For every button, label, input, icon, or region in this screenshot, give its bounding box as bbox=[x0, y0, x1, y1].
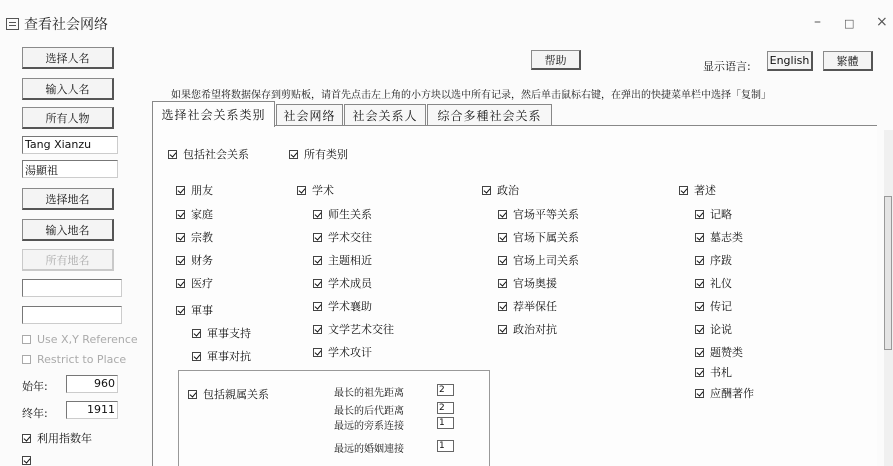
checkbox-icon bbox=[313, 302, 322, 311]
teacher-student-checkbox[interactable]: 师生关系 bbox=[313, 206, 372, 222]
checkbox-icon bbox=[498, 279, 507, 288]
military-support-checkbox[interactable]: 軍事支持 bbox=[192, 325, 251, 341]
max-ancestor-label: 最长的祖先距离 bbox=[334, 388, 404, 399]
input-person-button[interactable]: 输入人名 bbox=[22, 78, 114, 100]
start-year-label: 始年: bbox=[22, 380, 48, 393]
english-button[interactable]: English bbox=[767, 51, 813, 71]
traditional-chinese-button[interactable]: 繁體 bbox=[823, 51, 873, 71]
minimize-icon[interactable]: – bbox=[814, 14, 821, 30]
restore-icon[interactable]: □ bbox=[844, 17, 855, 30]
all-categories-checkbox[interactable]: 所有类别 bbox=[289, 146, 348, 162]
academic-exchange-checkbox[interactable]: 学术交往 bbox=[313, 229, 372, 245]
checkbox-icon bbox=[22, 355, 31, 364]
max-collateral-input[interactable]: 1 bbox=[437, 417, 454, 429]
window-icon bbox=[6, 18, 19, 30]
checkbox-icon bbox=[313, 348, 322, 357]
essay-checkbox[interactable]: 论说 bbox=[695, 321, 732, 337]
scrollbar-thumb[interactable] bbox=[884, 196, 892, 350]
checkbox-icon bbox=[482, 186, 491, 195]
person-name-en-field[interactable]: Tang Xianzu bbox=[22, 136, 118, 154]
literary-exchange-checkbox[interactable]: 文学艺术交往 bbox=[313, 321, 394, 337]
checkbox-icon bbox=[168, 150, 177, 159]
checkbox-icon bbox=[192, 352, 201, 361]
start-year-input[interactable]: 960 bbox=[66, 375, 118, 393]
checkbox-icon bbox=[498, 256, 507, 265]
use-xy-reference-checkbox[interactable]: Use X,Y Reference bbox=[22, 333, 138, 346]
checkbox-icon bbox=[313, 256, 322, 265]
use-index-year-checkbox[interactable]: 利用指数年 bbox=[22, 430, 92, 446]
partial-checkbox[interactable] bbox=[22, 456, 37, 465]
reply-works-checkbox[interactable]: 应酬著作 bbox=[695, 385, 754, 401]
checkbox-icon bbox=[498, 210, 507, 219]
checkbox-icon bbox=[22, 335, 31, 344]
academic-member-checkbox[interactable]: 学术成员 bbox=[313, 275, 372, 291]
commemoration-checkbox[interactable]: 题赞类 bbox=[695, 344, 743, 360]
checkbox-icon bbox=[695, 233, 704, 242]
academic-checkbox[interactable]: 学术 bbox=[297, 182, 334, 198]
select-person-button[interactable]: 选择人名 bbox=[22, 47, 114, 69]
political-oppose-checkbox[interactable]: 政治对抗 bbox=[498, 321, 557, 337]
tab-social-associates[interactable]: 社会关系人 bbox=[344, 104, 426, 126]
checkbox-icon bbox=[297, 186, 306, 195]
max-marriage-label: 最远的婚姻連接 bbox=[334, 444, 404, 455]
checkbox-icon bbox=[695, 302, 704, 311]
military-checkbox[interactable]: 軍事 bbox=[176, 302, 213, 318]
checkbox-icon bbox=[22, 456, 31, 465]
restrict-to-place-checkbox[interactable]: Restrict to Place bbox=[22, 353, 126, 366]
select-place-button[interactable]: 选择地名 bbox=[22, 188, 114, 210]
checkbox-icon bbox=[313, 325, 322, 334]
checkbox-icon bbox=[313, 233, 322, 242]
include-social-checkbox[interactable]: 包括社会关系 bbox=[168, 146, 249, 162]
writing-checkbox[interactable]: 著述 bbox=[679, 182, 716, 198]
person-name-zh-field[interactable]: 湯顯祖 bbox=[22, 160, 118, 178]
checkbox-icon bbox=[188, 390, 197, 399]
checkbox-icon bbox=[313, 279, 322, 288]
checkbox-icon bbox=[176, 279, 185, 288]
place-field-1[interactable] bbox=[22, 279, 122, 297]
official-support-checkbox[interactable]: 官场奥援 bbox=[498, 275, 557, 291]
memoir-checkbox[interactable]: 记略 bbox=[695, 206, 732, 222]
max-descendant-input[interactable]: 2 bbox=[437, 402, 454, 414]
medical-checkbox[interactable]: 医疗 bbox=[176, 275, 213, 291]
tab-social-network[interactable]: 社会网络 bbox=[276, 104, 343, 126]
include-kinship-checkbox[interactable]: 包括親属关系 bbox=[188, 386, 269, 402]
checkbox-icon bbox=[695, 256, 704, 265]
recommend-checkbox[interactable]: 荐举保任 bbox=[498, 298, 557, 314]
help-button[interactable]: 帮助 bbox=[531, 50, 581, 70]
checkbox-icon bbox=[695, 389, 704, 398]
family-checkbox[interactable]: 家庭 bbox=[176, 206, 213, 222]
all-persons-button[interactable]: 所有人物 bbox=[22, 107, 114, 129]
topic-similar-checkbox[interactable]: 主题相近 bbox=[313, 252, 372, 268]
end-year-label: 终年: bbox=[22, 407, 48, 420]
checkbox-icon bbox=[695, 279, 704, 288]
checkbox-icon bbox=[498, 325, 507, 334]
military-oppose-checkbox[interactable]: 軍事对抗 bbox=[192, 348, 251, 364]
title-bar bbox=[0, 0, 893, 44]
friend-checkbox[interactable]: 朋友 bbox=[176, 182, 213, 198]
checkbox-icon bbox=[176, 233, 185, 242]
max-collateral-label: 最远的旁系连接 bbox=[334, 421, 404, 432]
epitaph-checkbox[interactable]: 墓志类 bbox=[695, 229, 743, 245]
checkbox-icon bbox=[695, 325, 704, 334]
checkbox-icon bbox=[679, 186, 688, 195]
window-title: 查看社会网络 bbox=[24, 17, 108, 33]
checkbox-icon bbox=[289, 150, 298, 159]
close-icon[interactable]: × bbox=[876, 14, 888, 30]
checkbox-icon bbox=[176, 210, 185, 219]
input-place-button[interactable]: 输入地名 bbox=[22, 219, 114, 241]
checkbox-icon bbox=[695, 368, 704, 377]
max-marriage-input[interactable]: 1 bbox=[437, 440, 454, 452]
clipboard-instruction: 如果您希望将数据保存到剪贴板，请首先点击左上角的小方块以选中所有记录，然后单击鼠标右键，在弹出的快捷菜单栏中选择「复制」 bbox=[171, 90, 771, 101]
checkbox-icon bbox=[498, 233, 507, 242]
religion-checkbox[interactable]: 宗教 bbox=[176, 229, 213, 245]
official-superior-checkbox[interactable]: 官场上司关系 bbox=[498, 252, 579, 268]
max-descendant-label: 最长的后代距离 bbox=[334, 406, 404, 417]
checkbox-icon bbox=[176, 256, 185, 265]
politics-checkbox[interactable]: 政治 bbox=[482, 182, 519, 198]
biography-checkbox[interactable]: 传记 bbox=[695, 298, 732, 314]
academic-support-checkbox[interactable]: 学术襄助 bbox=[313, 298, 372, 314]
tab-combined-relations[interactable]: 综合多種社会关系 bbox=[427, 104, 552, 126]
end-year-input[interactable]: 1911 bbox=[66, 401, 118, 419]
ritual-checkbox[interactable]: 礼仪 bbox=[695, 275, 732, 291]
preface-checkbox[interactable]: 序跋 bbox=[695, 252, 732, 268]
checkbox-icon bbox=[176, 306, 185, 315]
checkbox-icon bbox=[498, 302, 507, 311]
official-subordinate-checkbox[interactable]: 官场下属关系 bbox=[498, 229, 579, 245]
display-language-label: 显示语言: bbox=[703, 60, 751, 73]
letters-checkbox[interactable]: 书札 bbox=[695, 364, 732, 380]
checkbox-icon bbox=[695, 348, 704, 357]
checkbox-icon bbox=[313, 210, 322, 219]
official-equal-checkbox[interactable]: 官场平等关系 bbox=[498, 206, 579, 222]
checkbox-icon bbox=[176, 186, 185, 195]
all-places-button[interactable]: 所有地名 bbox=[22, 249, 114, 271]
place-field-2[interactable] bbox=[22, 306, 122, 324]
checkbox-icon bbox=[695, 210, 704, 219]
checkbox-icon bbox=[22, 434, 31, 443]
checkbox-icon bbox=[192, 329, 201, 338]
academic-attack-checkbox[interactable]: 学术攻讦 bbox=[313, 344, 372, 360]
finance-checkbox[interactable]: 财务 bbox=[176, 252, 213, 268]
tab-select-social-category[interactable]: 选择社会关系类别 bbox=[152, 101, 275, 127]
max-ancestor-input[interactable]: 2 bbox=[437, 384, 454, 396]
